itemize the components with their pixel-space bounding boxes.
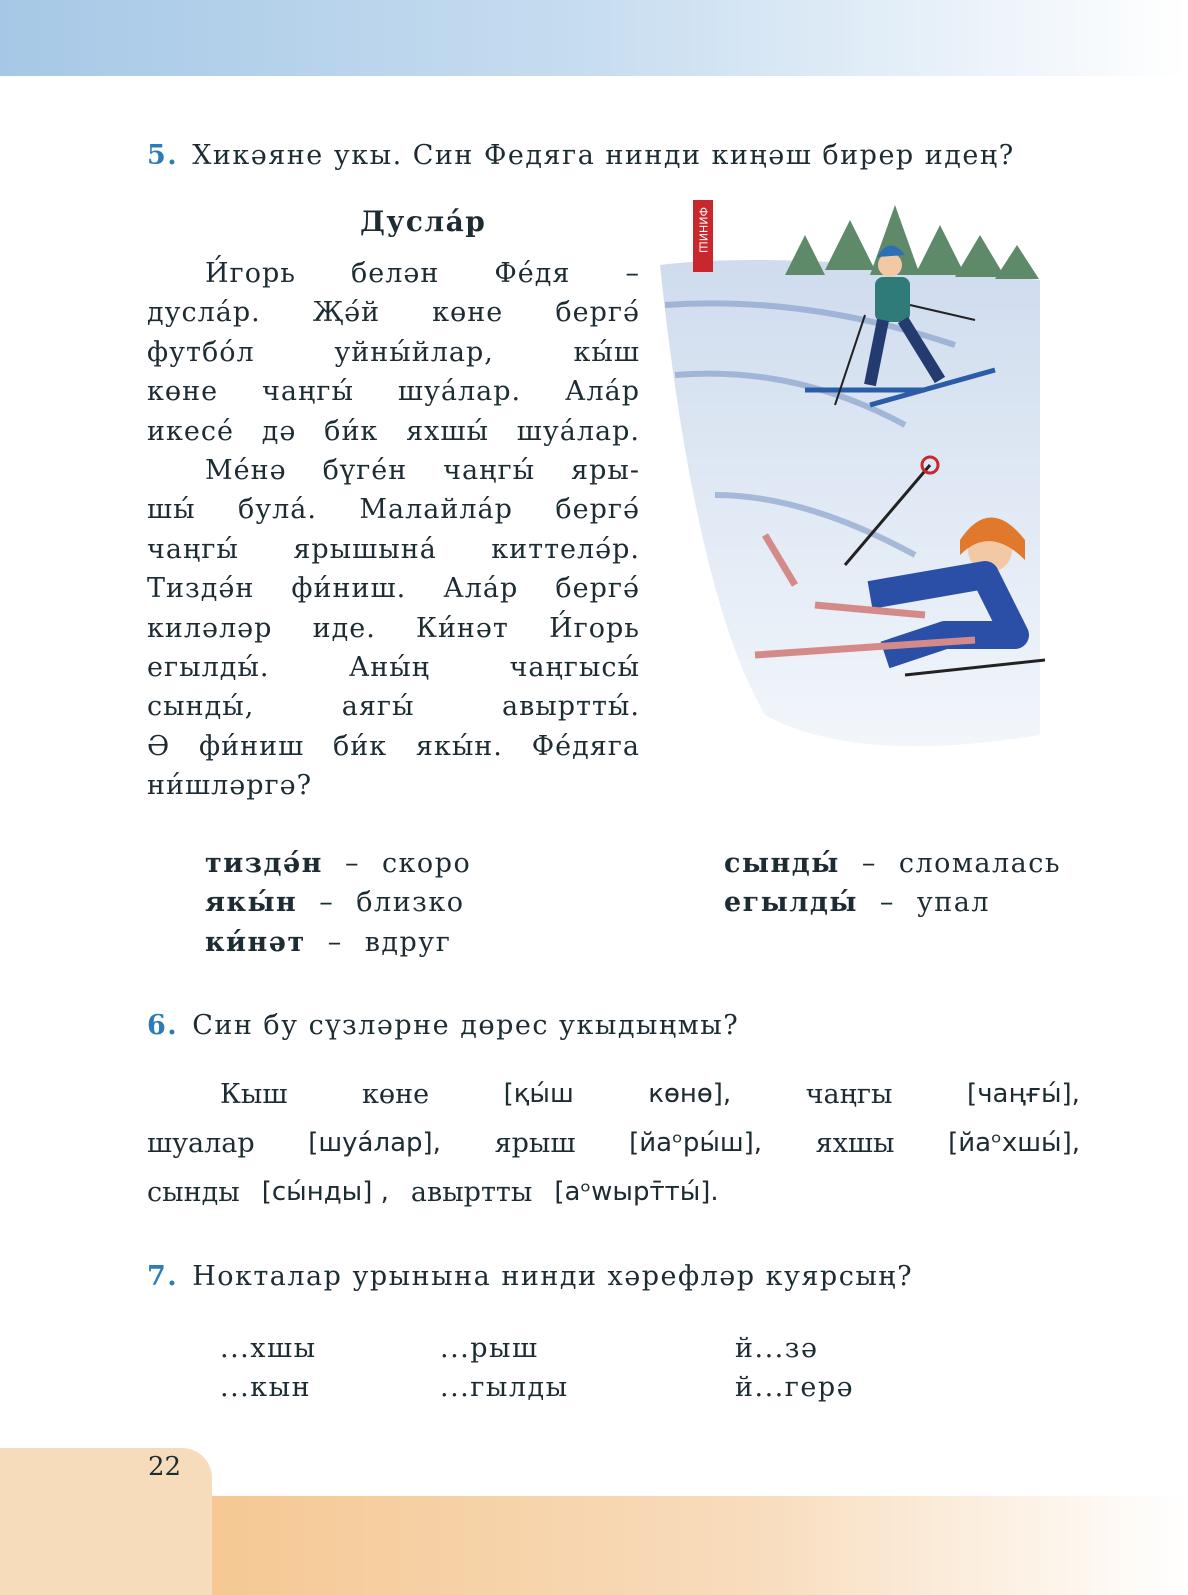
pronunciation-token: сынды xyxy=(147,1177,240,1208)
header-band xyxy=(0,0,1188,76)
pronunciation-token: көне xyxy=(361,1079,430,1110)
vocabulary-translation: сломалась xyxy=(898,848,1062,879)
pronunciation-token: [шуа́лар], xyxy=(308,1128,441,1158)
vocabulary-translation: скоро xyxy=(381,848,472,879)
pronunciation-token: авыртты xyxy=(410,1177,533,1208)
story-line: шы́ була́. Малайла́р бергә́ xyxy=(147,494,640,526)
story-line: икесе́ дә би́к яхшы́ шуа́лар. xyxy=(147,415,640,447)
story-line: Ә фи́ниш би́к якы́н. Фе́дяга xyxy=(147,730,640,762)
vocabulary-word: тиздә́н xyxy=(205,848,323,879)
fill-letters-item: ...гылды xyxy=(440,1372,569,1404)
story-line: көне чаңгы́ шуа́лар. Ала́р xyxy=(147,376,640,408)
dash: – xyxy=(344,848,360,879)
pronunciation-token: [сы́нды] , xyxy=(261,1177,389,1207)
vocabulary-entry xyxy=(724,883,1061,922)
exercise-6-heading xyxy=(147,1010,739,1041)
vocabulary-entry xyxy=(205,844,471,883)
vocabulary-word: егылды́ xyxy=(724,887,858,919)
story-line: дусла́р. Җә́й көне бергә́ xyxy=(147,297,640,329)
story-line: киләләр иде. Ки́нәт И́горь xyxy=(147,612,640,644)
vocabulary-translation: вдруг xyxy=(364,926,452,958)
story-line: И́горь белән Фе́дя – xyxy=(205,258,640,289)
vocabulary-left xyxy=(205,844,471,962)
skiing-illustration xyxy=(655,195,1045,755)
fill-letters-column xyxy=(440,1329,569,1408)
pronunciation-token: [йаᵒры́ш], xyxy=(629,1128,763,1158)
exercise-prompt: Нокталар урынына нинди хәрефләр куярсың? xyxy=(192,1261,914,1292)
exercise-number: 5. xyxy=(147,140,179,171)
story-line: Ме́нә бүге́н чаңгы́ яры- xyxy=(205,454,640,486)
story-title: Дусла́р xyxy=(360,205,487,238)
story-line: Тиздә́н фи́ниш. Ала́р бергә́ xyxy=(147,573,640,605)
fill-letters-item: ...кын xyxy=(220,1372,312,1404)
dash: – xyxy=(861,848,877,879)
vocabulary-entry xyxy=(724,844,1061,883)
vocabulary-word: ки́нәт xyxy=(205,926,306,958)
fill-letters-item: й...зә xyxy=(735,1333,819,1364)
exercise-prompt: Хикәяне укы. Син Федяга нинди киңәш бирер идең? xyxy=(192,140,1015,171)
story-line: ни́шләргә? xyxy=(147,770,313,802)
story-line: чаңгы́ ярышына́ киттелә́р. xyxy=(147,533,640,565)
exercise-7-heading xyxy=(147,1261,913,1292)
pronunciation-token: шуалар xyxy=(147,1128,255,1159)
vocabulary-word: якы́н xyxy=(205,887,298,919)
pronunciation-token: Кыш xyxy=(220,1079,288,1110)
footer-band xyxy=(212,1496,1188,1595)
pronunciation-row xyxy=(147,1070,1080,1119)
pronunciation-token: [йаᵒхшы́], xyxy=(948,1128,1080,1158)
pronunciation-token: [чаңғы́], xyxy=(967,1079,1080,1109)
exercise-5-heading xyxy=(147,140,1015,171)
story-line: сынды́, аягы́ авыртты́. xyxy=(147,691,640,723)
fill-letters-item: й...герә xyxy=(735,1372,855,1404)
vocabulary-entry xyxy=(205,883,471,922)
vocabulary-translation: упал xyxy=(916,887,991,919)
exercise-number: 7. xyxy=(147,1261,179,1292)
story-line: егылды́. Аны́ң чаңгысы́ xyxy=(147,651,640,683)
pronunciation-row xyxy=(147,1119,1080,1168)
fill-letters-item: ...рыш xyxy=(440,1333,539,1364)
exercise-prompt: Син бу сүзләрне дөрес укыдыңмы? xyxy=(192,1010,740,1041)
pronunciation-row xyxy=(147,1168,1080,1217)
exercise-number: 6. xyxy=(147,1010,179,1041)
pronunciation-token: көнө], xyxy=(648,1079,732,1109)
dash: – xyxy=(879,887,895,919)
dash: – xyxy=(319,887,335,919)
fill-letters-column xyxy=(735,1329,854,1408)
pronunciation-token: [аᵒwырт̄ты́]. xyxy=(554,1177,719,1207)
page-number: 22 xyxy=(148,1452,182,1482)
pronunciation-token: яхшы xyxy=(815,1128,895,1159)
story-text xyxy=(147,254,640,805)
pronunciation-token: [қы́ш xyxy=(503,1079,574,1109)
story-line: футбо́л уйны́йлар, кы́ш xyxy=(147,336,640,368)
fill-letters-item: ...хшы xyxy=(220,1333,317,1364)
vocabulary-entry xyxy=(205,923,471,962)
finish-sign-text: ФИНИШ xyxy=(696,207,710,253)
pronunciation-token: чаңгы xyxy=(805,1079,893,1110)
pronunciation-list xyxy=(147,1070,1080,1217)
vocabulary-right xyxy=(724,844,1061,923)
dash: – xyxy=(327,926,343,958)
vocabulary-word: сынды́ xyxy=(724,848,840,879)
fill-letters-column xyxy=(220,1329,317,1408)
vocabulary-translation: близко xyxy=(356,887,465,919)
pronunciation-token: ярыш xyxy=(494,1128,576,1159)
